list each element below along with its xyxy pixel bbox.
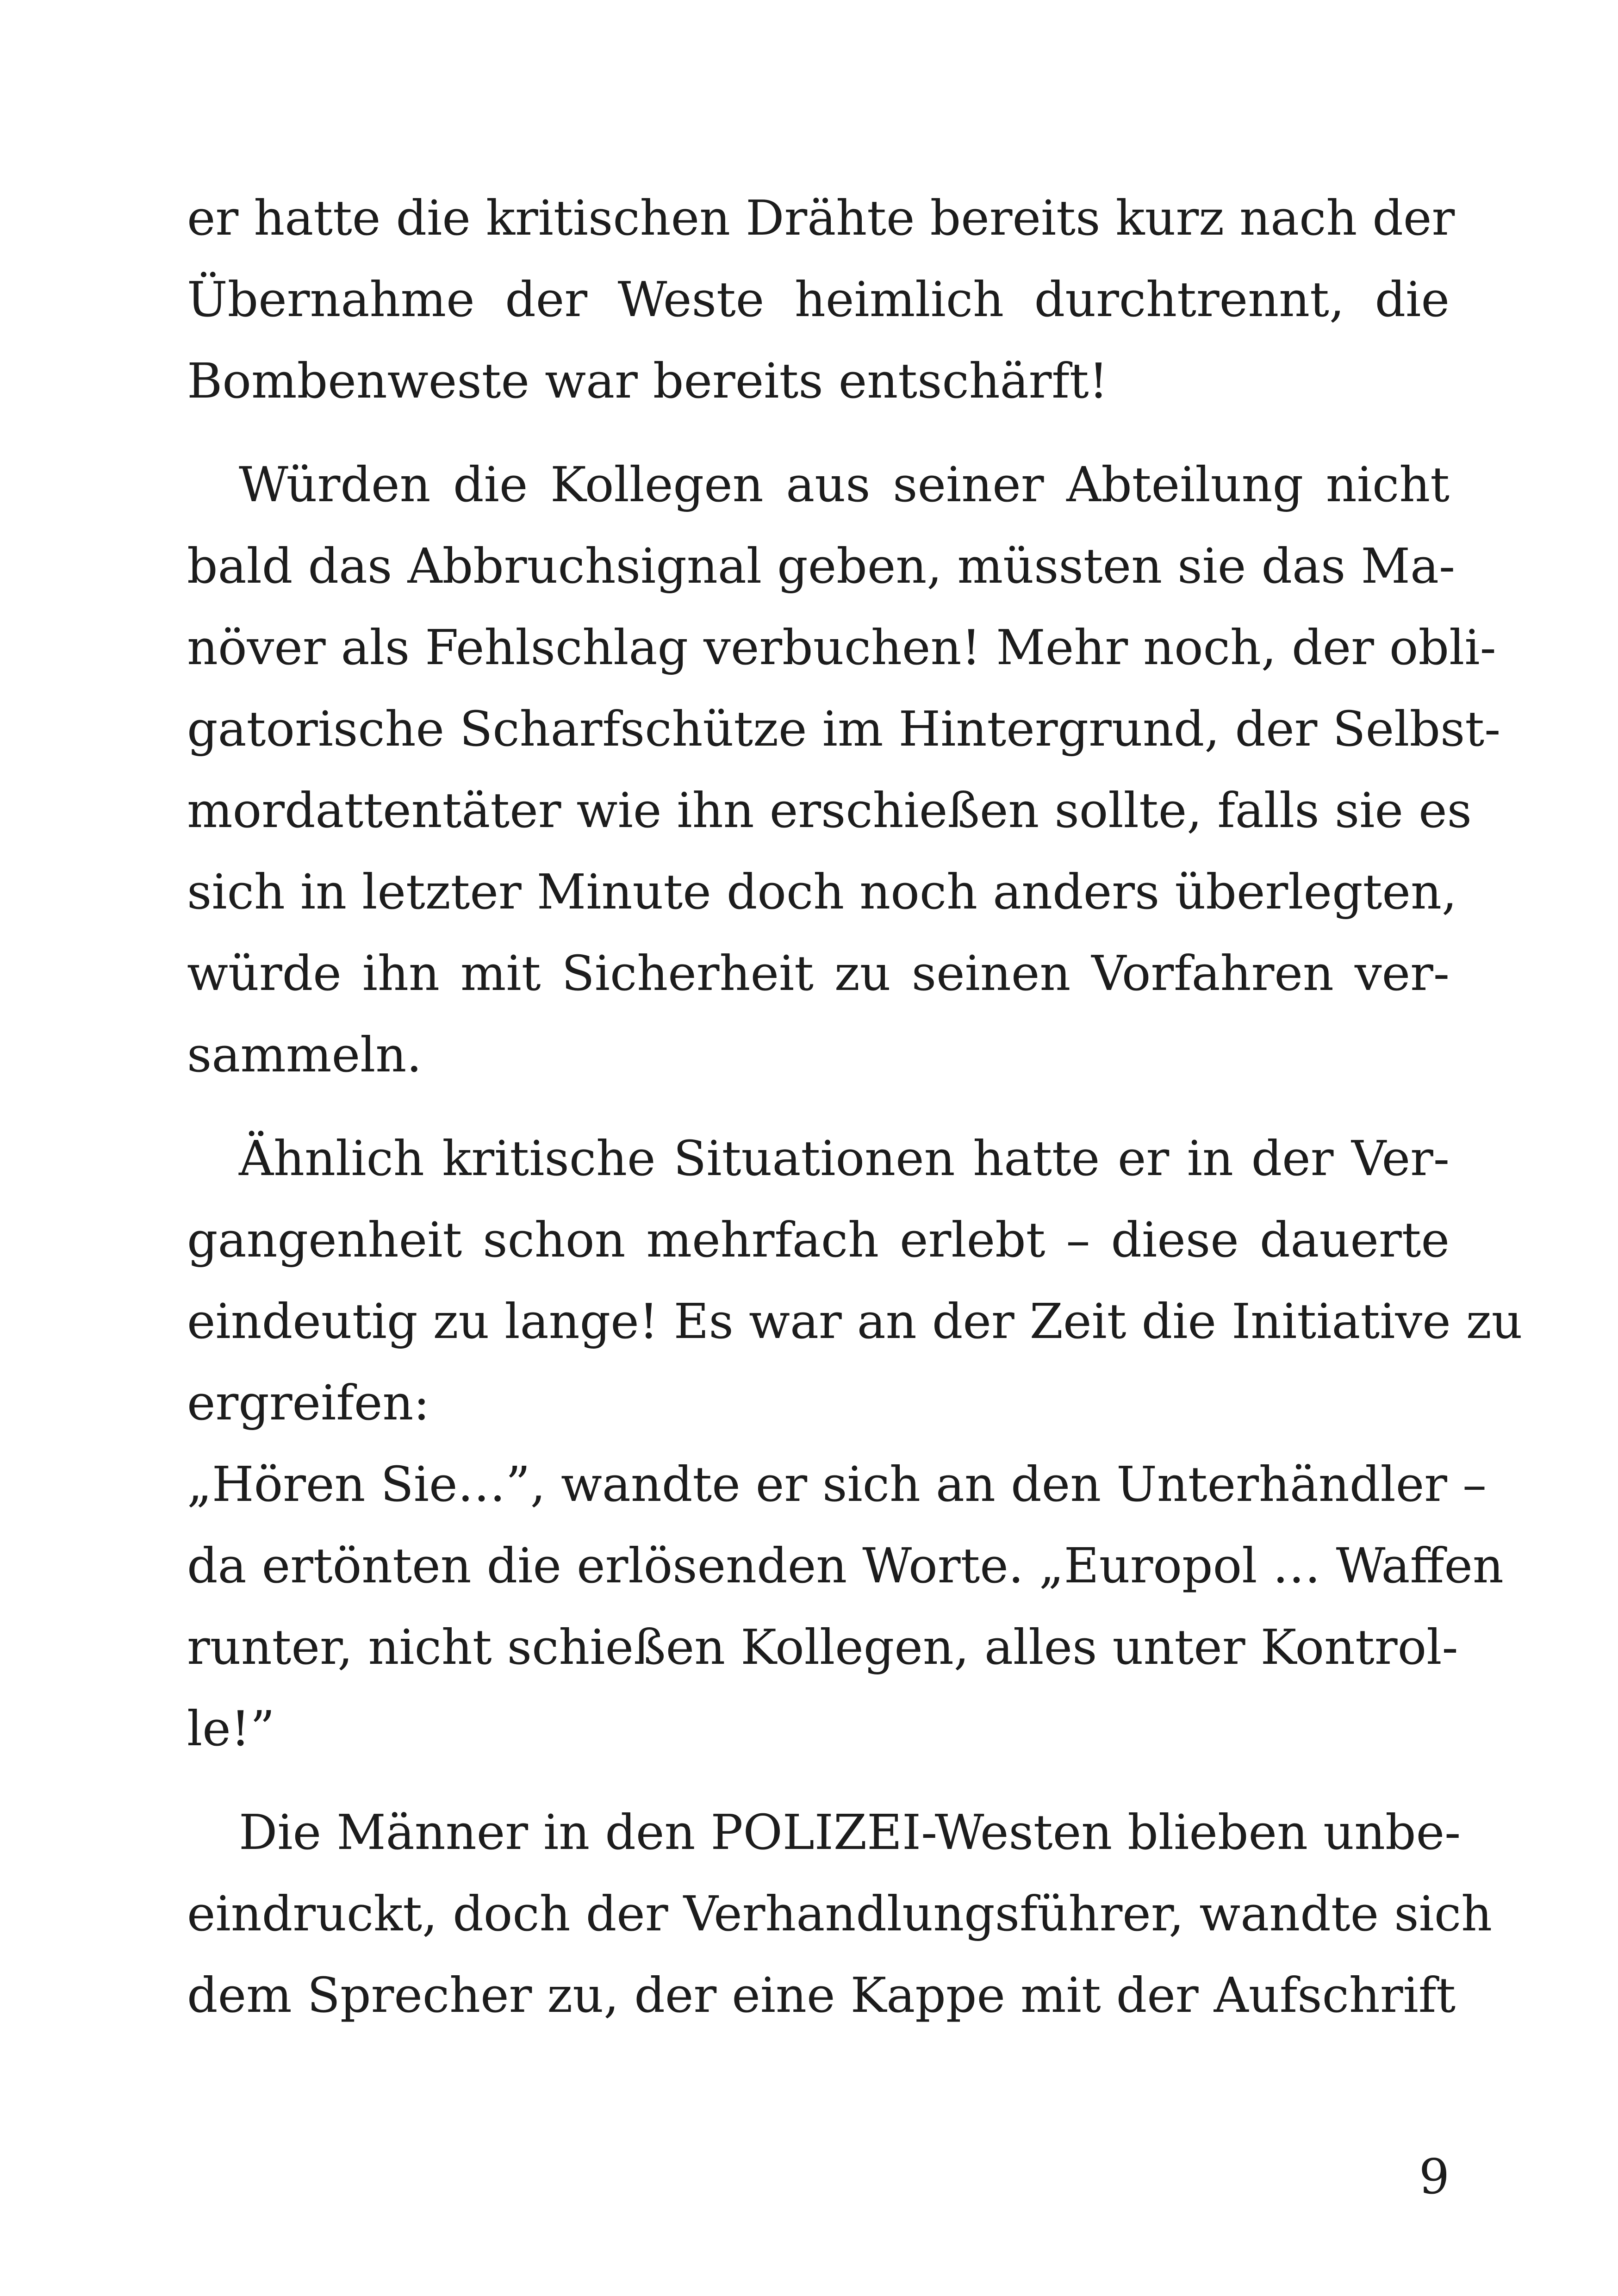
text-line: da ertönten die erlösenden Worte. „Europol … Waffen bbox=[187, 1537, 1504, 1594]
paragraph-1 bbox=[187, 177, 1455, 422]
text-line: Würden die Kollegen aus seiner Abteilung nicht bbox=[239, 456, 1450, 513]
text-line: gangenheit schon mehrfach erlebt – diese dauerte bbox=[187, 1212, 1450, 1268]
text-line: bald das Abbruchsignal geben, müssten sie das Ma- bbox=[187, 538, 1456, 594]
text-line: növer als Fehlschlag verbuchen! Mehr noch, der obli- bbox=[187, 619, 1496, 676]
text-line: dem Sprecher zu, der eine Kappe mit der Aufschrift bbox=[187, 1967, 1456, 2023]
text-line: Ähnlich kritische Situationen hatte er in der Ver- bbox=[239, 1130, 1450, 1187]
text-line: Übernahme der Weste heimlich durchtrennt, die bbox=[187, 271, 1450, 328]
paragraph-4 bbox=[187, 1444, 1504, 1769]
page-number: 9 bbox=[1419, 2148, 1450, 2205]
paragraph-5 bbox=[187, 1792, 1493, 2036]
text-line: mordattentäter wie ihn erschießen sollte, falls sie es bbox=[187, 782, 1472, 839]
text-line: Die Männer in den POLIZEI-Westen blieben unbe- bbox=[239, 1804, 1461, 1860]
text-line: ergreifen: bbox=[187, 1375, 430, 1431]
text-line: würde ihn mit Sicherheit zu seinen Vorfahren ver- bbox=[187, 945, 1450, 1002]
text-line: er hatte die kritischen Drähte bereits kurz nach der bbox=[187, 190, 1455, 246]
text-line: „Hören Sie…”, wandte er sich an den Unterhändler – bbox=[187, 1456, 1487, 1512]
text-line: eindeutig zu lange! Es war an der Zeit die Initiative zu bbox=[187, 1293, 1523, 1350]
text-line: runter, nicht schießen Kollegen, alles unter Kontrol- bbox=[187, 1619, 1458, 1675]
paragraph-2 bbox=[187, 444, 1501, 1095]
text-line: Bombenweste war bereits entschärft! bbox=[187, 353, 1108, 409]
text-line: le!” bbox=[187, 1700, 275, 1757]
text-line: sich in letzter Minute doch noch anders überlegten, bbox=[187, 864, 1457, 920]
text-line: sammeln. bbox=[187, 1027, 422, 1083]
text-line: eindruckt, doch der Verhandlungsführer, wandte sich bbox=[187, 1885, 1493, 1942]
paragraph-3 bbox=[187, 1118, 1523, 1444]
text-line: gatorische Scharfschütze im Hintergrund, der Selbst- bbox=[187, 701, 1501, 757]
body-text bbox=[187, 177, 1523, 2036]
